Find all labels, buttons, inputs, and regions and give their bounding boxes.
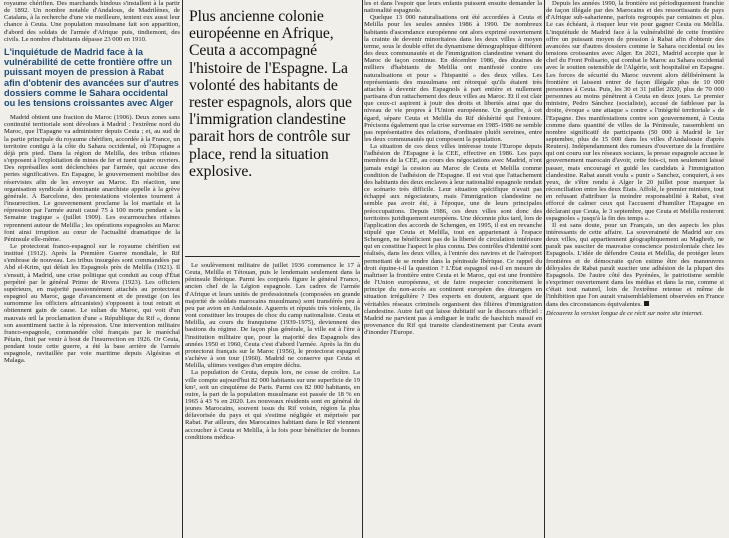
article-column-3 (364, 0, 542, 536)
paragraph: royaume chérifien. Des marchands hindous s'installent à la partir de 1892. Un nombre notable d'Andalous, de Madrilènes, de Catalans, à la recherche d'une vie meilleure, tentent eux aussi leur chance à Ceuta. Une population musulmane fait son apparition, d'abord des soldats de l'armée d'Afrique puis, tindiemont, des civils. Le nombre d'habitants dépasse 23 000 en 1910. (4, 0, 180, 43)
paragraph-text: Il est sans doute, pour un Français, un des aspects les plus intéressants de cette affaire. La souveraineté de Madrid sur ces deux villes, qui appartiennent géographiquement au Maghreb, ne paraît pas susciter de mauvaise conscience postcoloniale chez les Espagnols. L'idée de défendre Ceuta et Melilla, de protéger leurs frontières et de démocratie qu'on estime être des manœuvres déloyales de Rabat paraît susciter une adhésion de la plupart des Espagnols. De l'autre côté des Pyrénées, le patriotisme semble s'exprimer ouvertement dans les médias et dans la rue, comme si c'était tout naturel, loin de l'extrême retenue et même de l'inhibition que l'on aurait vraisemblablement observées en France dans des circonstances équivalentes. (546, 221, 724, 308)
paragraph: les et dans l'espoir que leurs enfants puissent ensuite demander la nationalité espagnole. (364, 0, 542, 15)
paragraph: Le soulèvement militaire de juillet 1936 commence le 17 à Ceuta, Melilla et Tétouan, puis le lendemain seulement dans la péninsule Ibérique. Parmi les conjurés figure le général Franco, ancien chef de la Légion espagnole. Les cadres de l'armée d'Afrique et leurs unités de professionnels (composées en grande majorité de soldats marocains musulmans) sont transférés peu à peu par avion en Andalousie. Aguerris et réputés très violents, ils vont constituer les troupes de choc du camp nationaliste. Ceuta et Melilla, au cours du franquisme (1939-1975), deviennent des bastions du régime. De façon plus générale, la ville est à l'ère à l'institution militaire que, pour la majorité des Espagnols des années 1950 et 1960, Ceuta c'est d'abord l'armée. Après la fin du protectorat français sur le Maroc (1956), le protectorat espagnol s'achève à son tour (1960). Madrid ne conserve que Ceuta et Melilla, ultimes vestiges d'un empire déchu. (185, 262, 360, 370)
article-column-1 (4, 0, 180, 536)
column-rule (362, 0, 363, 538)
article-column-4 (546, 0, 724, 536)
column-rule (544, 0, 545, 538)
paragraph: La population de Ceuta, depuis lors, ne cesse de croître. La ville compte aujourd'hui 82 000 habitants sur une superficie de 19 km², soit un cinquième de Paris. Parmi ces 82 000 habitants, en outre, la part de la population musulmane est passée de 18 % en 1965 à 43 % en 2020. Les nouveaux résidents sont en général de jeunes Marocains, souvent issus du Rif voisin, région la plus défavorisée du pays et qui s'estime négligée et méprisée par Rabat. Par ailleurs, des Marocaines habitant dans le Rif viennent accoucher à Ceuta et Melilla, à la fois pour bénéficier de bonnes conditions médica- (185, 369, 360, 441)
pull-quote: Plus ancienne colonie européenne en Afrique, Ceuta a accompagné l'histoire de l'Espagne. La volonté des habitants de rester espagnols, alors que l'immigration clandestine parait hors de contrôle sur place, rend la situation explosive. (189, 8, 352, 180)
column-rule (182, 0, 183, 538)
paragraph: Madrid obtient une fraction du Maroc (1906). Deux zones sans continuité territoriale sont dévolues à Madrid : l'extrême nord du Maroc, que l'Espagne va administrer depuis Ceuta ; et, au sud de la partie principale du royaume chérifien, accordée à la France, un territoire contigu à la côte du Sahara occidental, où l'Espagne a déjà pris pied. Dans la région de Melilla, des tribus rifaines s'opposent à l'exploitation de mines de fer et tuent quatre ouvriers. Des représailles sont déclenchées par l'armée, qui accuse des pertes significatives. En Espagne, le gouvernement mobilise des réservistes afin de les envoyer au Maroc. En réaction, une organisation syndicale à dominante anarchiste appelle à la grève générale. À Barcelone, des protestations violentes tournent à l'insurrection. Le gouvernement proclame la loi martiale et la répression par l'armée aurait causé 75 à 100 morts pendant « la Semaine tragique » (juillet 1909). Les escarmouches rifaines reprennent autour de Melilla ; les opérations espagnoles au Maroc font ainsi irruption au cœur de l'actualité dramatique de la Péninsule elle-même. (4, 114, 180, 243)
pull-quote-rule (185, 256, 360, 257)
paragraph: Le protectorat franco-espagnol sur le royaume chérifien est institué (1912). Après la Première Guerre mondiale, le Rif s'embrase de nouveau. Les tribus insurgées sont commandées par Abd el-Krim, qui défait les Espagnols près de Melilla (1921). Il s'ensuit, à Madrid, une crise politique qui conduit au coup d'État perpétré par le général Primo de Rivera (1923). Les officiers supérieurs, en majorité passionnément attachés au protectorat espagnol au Maroc, gage d'avancement et de prestige (on les surnomme les officiers africanistes) s'opposent à tout retrait et obtiennent gain de cause. Le sultan du Maroc, qui voit d'un mauvais œil la proclamation d'une « République du Rif », donne son assentiment tacite à la répression. Une intervention militaire franco-espagnole, commandée côté français par le maréchal Pétain, finit par venir à bout de l'insurrection en 1926. Or Ceuta, pendant toute cette guerre, a été la base arrière de l'armée espagnole, ravitaillée par voie maritime depuis Algésiras et Malaga. (4, 242, 180, 365)
article-column-2 (185, 262, 360, 536)
web-credit: Découvrez la version longue de ce récit sur notre site internet. (546, 309, 704, 317)
end-mark-icon (644, 301, 649, 306)
paragraph: Quelque 13 000 naturalisations ont été accordées à Ceuta et Melilla pour les seules années 1986 à 1990. De nombreux habitants d'ascendance européenne ont alors exprimé ouvertement la crainte de devenir minoritaires dans les deux villes à moyen terme, sous le double effet du dynamisme démographique différent des deux communautés et de l'immigration clandestine venant du Maroc de façon continue. En décembre 1986, des dizaines de milliers d'habitants de Melilla ont manifesté contre ces naturalisations et pour « l'hispanité » des deux villes. Les représentants des musulmans ont rétorqué qu'ils étaient très attachés à devenir des Espagnols à part entière et nullement partisans d'un rattachement des deux villes au Maroc. Et il est clair que ceux-ci aspirent à jouir des droits et libertés ainsi que du niveau de vie propres à l'Union européenne. Un gouffre, à cet égard, sépare Ceuta et Melilla du Rif déshérité qui l'entoure. Précisons également que la crise survenue en 1985-1986 ne semble pas représentative des relations, d'ordinaire plutôt sereines, entre les deux communautés qui composent la population. (364, 14, 542, 143)
paragraph: Depuis les années 1990, la frontière est périodiquement franchie de façon illégale par des Marocains et des ressortissants de pays d'Afrique sub-saharienne, parfois regroupés par centaines et plus. Le cas échéant, à risquer leur vie pour gagner Ceuta ou Melilla. L'inquiétude de Madrid face à la vulnérabilité de cette frontière offre un puissant moyen de pression à Rabat afin d'obtenir des avancées sur d'autres dossiers comme le Sahara occidental ou les tensions croissantes avec Alger. En 2021, Madrid accepte que le chef du Front Polisario, qui combat le Maroc au Sahara occidental avec le soutien ostensible de l'Algérie, soit hospitalisé en Espagne. Les forces de sécurité du Maroc ouvrent alors délibérément la frontière et laissent entrer de façon illégale plus de 10 000 personnes à Ceuta. Puis, les 30 et 31 juillet 2020, plus de 70 000 personnes au moins pénètrent à Ceuta en deux jours. Le premier ministre, Pedro Sánchez (socialiste), accusé de faiblesse par la droite, évoque « une attaque » contre « l'intégrité territoriale » de l'Espagne. Des manifestations contre son gouvernement, à Ceuta comme dans quantité de villes de la Péninsule, rassemblent un nombre significatif de participants (50 000 à Madrid le 1er septembre, plus de 15 000 dans les villes d'Andalousie d'après Reuters). Indépendamment des rumeurs d'ouverture de la frontière qui ont couru sur les réseaux sociaux, la presse espagnole accuse le gouvernement marocain d'avoir, cette fois-ci, non seulement laissé passer, mais encouragé et guidé les candidats à l'immigration clandestine. Rabat aurait voulu « punir » Sanchez, conquiert, à ses yeux, de s'être rendu à Alger le 20 juillet pour marquer la réconciliation entre les deux États. Affolé, le premier ministre, tout en refusant d'attribuer la moindre responsabilité à Rabat, s'est efforcé de calmer ceux qui l'accusent d'humilier l'Espagne en déclarant que Ceuta, le 3 septembre, que Ceuta et Melilla resteront espagnoles « jusqu'à la fin des temps ». (546, 0, 724, 222)
paragraph (546, 222, 724, 308)
paragraph: La situation de ces deux villes intéresse toute l'Europe depuis l'adhésion de l'Espagne à la CEE, effective en 1986. Les pays membres de la CEE, au cours des négociations avec Madrid, n'ont jamais exigé la cession au Maroc de Ceuta et Melilla comme condition de l'adhésion de l'Espagne. Il est vrai que l'attachement des habitants des deux enclaves à leur nationalité espagnole rendait ce scénario très difficile. Leur situation spécifique n'avait pas échappé aux négociateurs, mais l'immigration clandestine ne semble pas avoir été, à l'époque, une de leurs principales préoccupations. Depuis 1986, ces deux villes sont donc des territoires juridiquement européens. Une décennie plus tard, lors de l'application des accords de Schengen, en 1995, il est en revanche stipulé que Ceuta et Melilla, tout en appartenant à l'espace Schengen, ne bénéficient pas de la liberté de circulation intérieure qui en constitue l'aspect le plus connu. Des contrôles d'identité sont réalisés, dans les deux villes, à l'entrée des navires et de l'aéroport permettant de se rendre dans la péninsule Ibérique. Ce rappel du droit équine-t-il la question ? L'État espagnol est-il en mesure de maîtriser la frontière entre Ceuta et le Maroc, qui est une frontière de l'Union européenne, et de faire respecter concrètement le principe du non-accès au continent européen des étrangers en situation irrégulière ? Des experts en doutent, arguant que de véritables réseaux criminels organisent des filières d'immigration clandestine. Autre fait qui laisse dubitatif sur le discours officiel : Madrid ne parvient pas à endiguer le trafic de haschich massif en provenance du Rif qui transite clandestinement par Ceuta avant d'inonder l'Europe. (364, 143, 542, 337)
kicker-highlight: L'inquiétude de Madrid face à la vulnérabilité de cette frontière offre un puissant moyen de pression à Rabat afin d'obtenir des avancées sur d'autres dossiers comme le Sahara occidental ou les tensions croissantes avec Alger (4, 46, 179, 108)
